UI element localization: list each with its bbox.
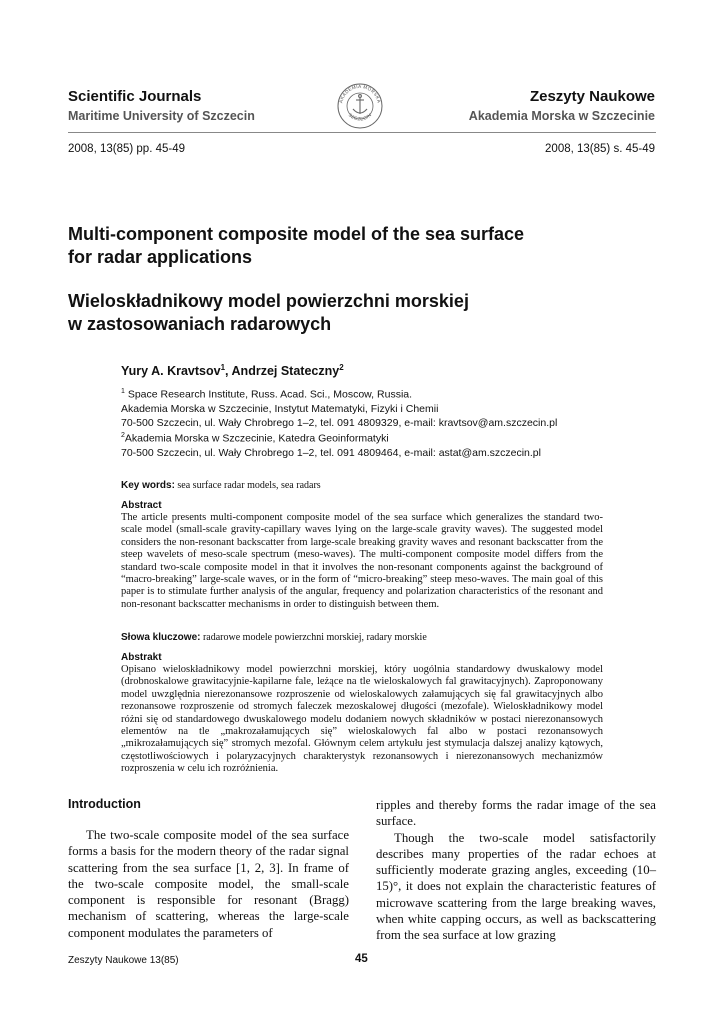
abstract-en-text: The article presents multi-component composite model of the sea surface which generalizes the standard two-scale model (small-scale gravity-capillary waves lying on the large-scale gravity waves). The suggested model considers the non-resonant backscatter from large-scale breaking gravity waves and resonant backscatter from the steep wavelets of meso-scale spectrum (meso-waves). The multi-component composite model differs from the standard two-scale composite model in that it involves the non-resonant components against the background of “macro-breaking” large-scale waves, or in the form of “micro-breaking” steep meso-waves. The main goal of this paper is to stimulate further analysis of the angular, frequency and polarization characteristics of the resonant and non-resonant backscatter mechanisms in order to distinguish between them. [121, 512, 603, 610]
section-heading-introduction: Introduction [68, 797, 141, 811]
anchor-icon [353, 95, 367, 114]
body-column-right [376, 797, 656, 944]
keywords-pl-text: radarowe modele powierzchni morskiej, radary morskie [200, 632, 427, 643]
paper-title-en [68, 223, 628, 269]
paper-title-pl-line1: Wieloskładnikowy model powierzchni morskiej [68, 291, 469, 311]
university-seal [336, 82, 384, 130]
journal-title-en: Scientific Journals [68, 88, 202, 105]
affiliation-2 [121, 429, 621, 460]
header-divider [68, 132, 656, 133]
affiliation-2-line2: 70-500 Szczecin, ul. Wały Chrobrego 1–2, tel. 091 4809464, e-mail: astat@am.szczecin.pl [121, 446, 541, 459]
paper-title-en-line1: Multi-component composite model of the sea surface [68, 224, 525, 244]
affiliation-2-marker: 2 [121, 432, 125, 439]
citation-pl: 2008, 13(85) s. 45-49 [545, 143, 655, 155]
seal-text-bottom: SZCZECIN [347, 112, 373, 122]
author-1-affil: 1 [220, 363, 226, 372]
affiliation-2-line1: Akademia Morska w Szczecinie, Katedra Geoinformatyki [124, 432, 389, 445]
keywords-en [121, 480, 621, 491]
citation-en: 2008, 13(85) pp. 45-49 [68, 143, 186, 155]
keywords-pl-label: Słowa kluczowe: [121, 632, 201, 643]
author-separator: , [225, 364, 232, 379]
intro-paragraph-1: The two-scale composite model of the sea surface forms a basis for the modern theory of the radar signal scattering from the sea surface [1, 2, 3]. In frame of the two-scale composite model, the small-scale component is responsible for resonant (Bragg) mechanism of scattering, whereas the large-scale component modulates the parameters of [68, 828, 349, 940]
body-column-left [68, 827, 349, 941]
seal-text-top: AKADEMIA MORSKA [338, 83, 382, 104]
intro-paragraph-1-cont: ripples and thereby forms the radar image of the sea surface. [376, 798, 656, 829]
affiliation-1-line2: Akademia Morska w Szczecinie, Instytut Matematyki, Fizyki i Chemii [121, 402, 439, 415]
paper-title-en-line2: for radar applications [68, 247, 253, 267]
publisher-en: Maritime University of Szczecin [68, 109, 255, 123]
author-2: Andrzej Stateczny [231, 364, 340, 379]
publisher-pl: Akademia Morska w Szczecinie [468, 109, 655, 123]
affiliation-1-line3: 70-500 Szczecin, ul. Wały Chrobrego 1–2, tel. 091 4809329, e-mail: kravtsov@am.szczecin.pl [121, 416, 558, 429]
paper-title-pl-line2: w zastosowaniach radarowych [68, 314, 332, 334]
paper-title-pl [68, 290, 628, 336]
keywords-pl [121, 632, 621, 643]
author-1: Yury A. Kravtsov [121, 364, 221, 379]
abstract-pl-text: Opisano wieloskładnikowy model powierzchni morskiej, który uogólnia standardowy dwuskalowy model (drobnoskalowe grawitacyjnie-kapilarne fale, leżące na tle wieloskalowych fal grawitacyjnych). Zaproponowany model uwzględnia nierezonansowe rozproszenie od wieloskalowych załamujących się fal grawitacyjnych albo rezonansowe rozproszenie od stromych faleczek mezoskalowej długości (mezofale). Wieloskładnikowy model różni się od standardowego dwuskalowego modelu dodaniem nowych składników w postaci nierezonansowych elementów na tle „makrozałamujących się” wieloskalowych fal albo w postaci rezonansowych „mikrozałamujących się” stromych mezofal. Głównym celem artykułu jest stymulacja dalszej analizy kątowych, częstotliwościowych i polaryzacyjnych charakterystyk rezonansowych i nierezonansowych mechanizmów rozproszenia w celu ich rozróżnienia. [121, 664, 603, 775]
intro-paragraph-2: Though the two-scale model satisfactorily describes many properties of the radar echoes at sufficiently moderate grazing angles, exceeding (10–15)°, it does not explain the characteristic features of microwave scattering from the large breaking waves, when white capping occurs, as well as backscattering from the sea surface at low grazing [376, 830, 656, 943]
affiliation-1-line1: Space Research Institute, Russ. Acad. Sci., Moscow, Russia. [124, 388, 413, 401]
author-2-affil: 2 [339, 363, 344, 372]
author-list [121, 363, 344, 378]
keywords-en-label: Key words: [121, 480, 175, 491]
abstract-pl-heading: Abstrakt [121, 652, 162, 663]
affiliation-1 [121, 385, 621, 430]
abstract-en-heading: Abstract [121, 500, 162, 511]
footer-journal: Zeszyty Naukowe 13(85) [68, 955, 179, 966]
affiliation-1-marker: 1 [121, 388, 125, 395]
keywords-en-text: sea surface radar models, sea radars [174, 480, 321, 491]
journal-title-pl: Zeszyty Naukowe [529, 88, 655, 105]
page-number: 45 [355, 953, 368, 965]
